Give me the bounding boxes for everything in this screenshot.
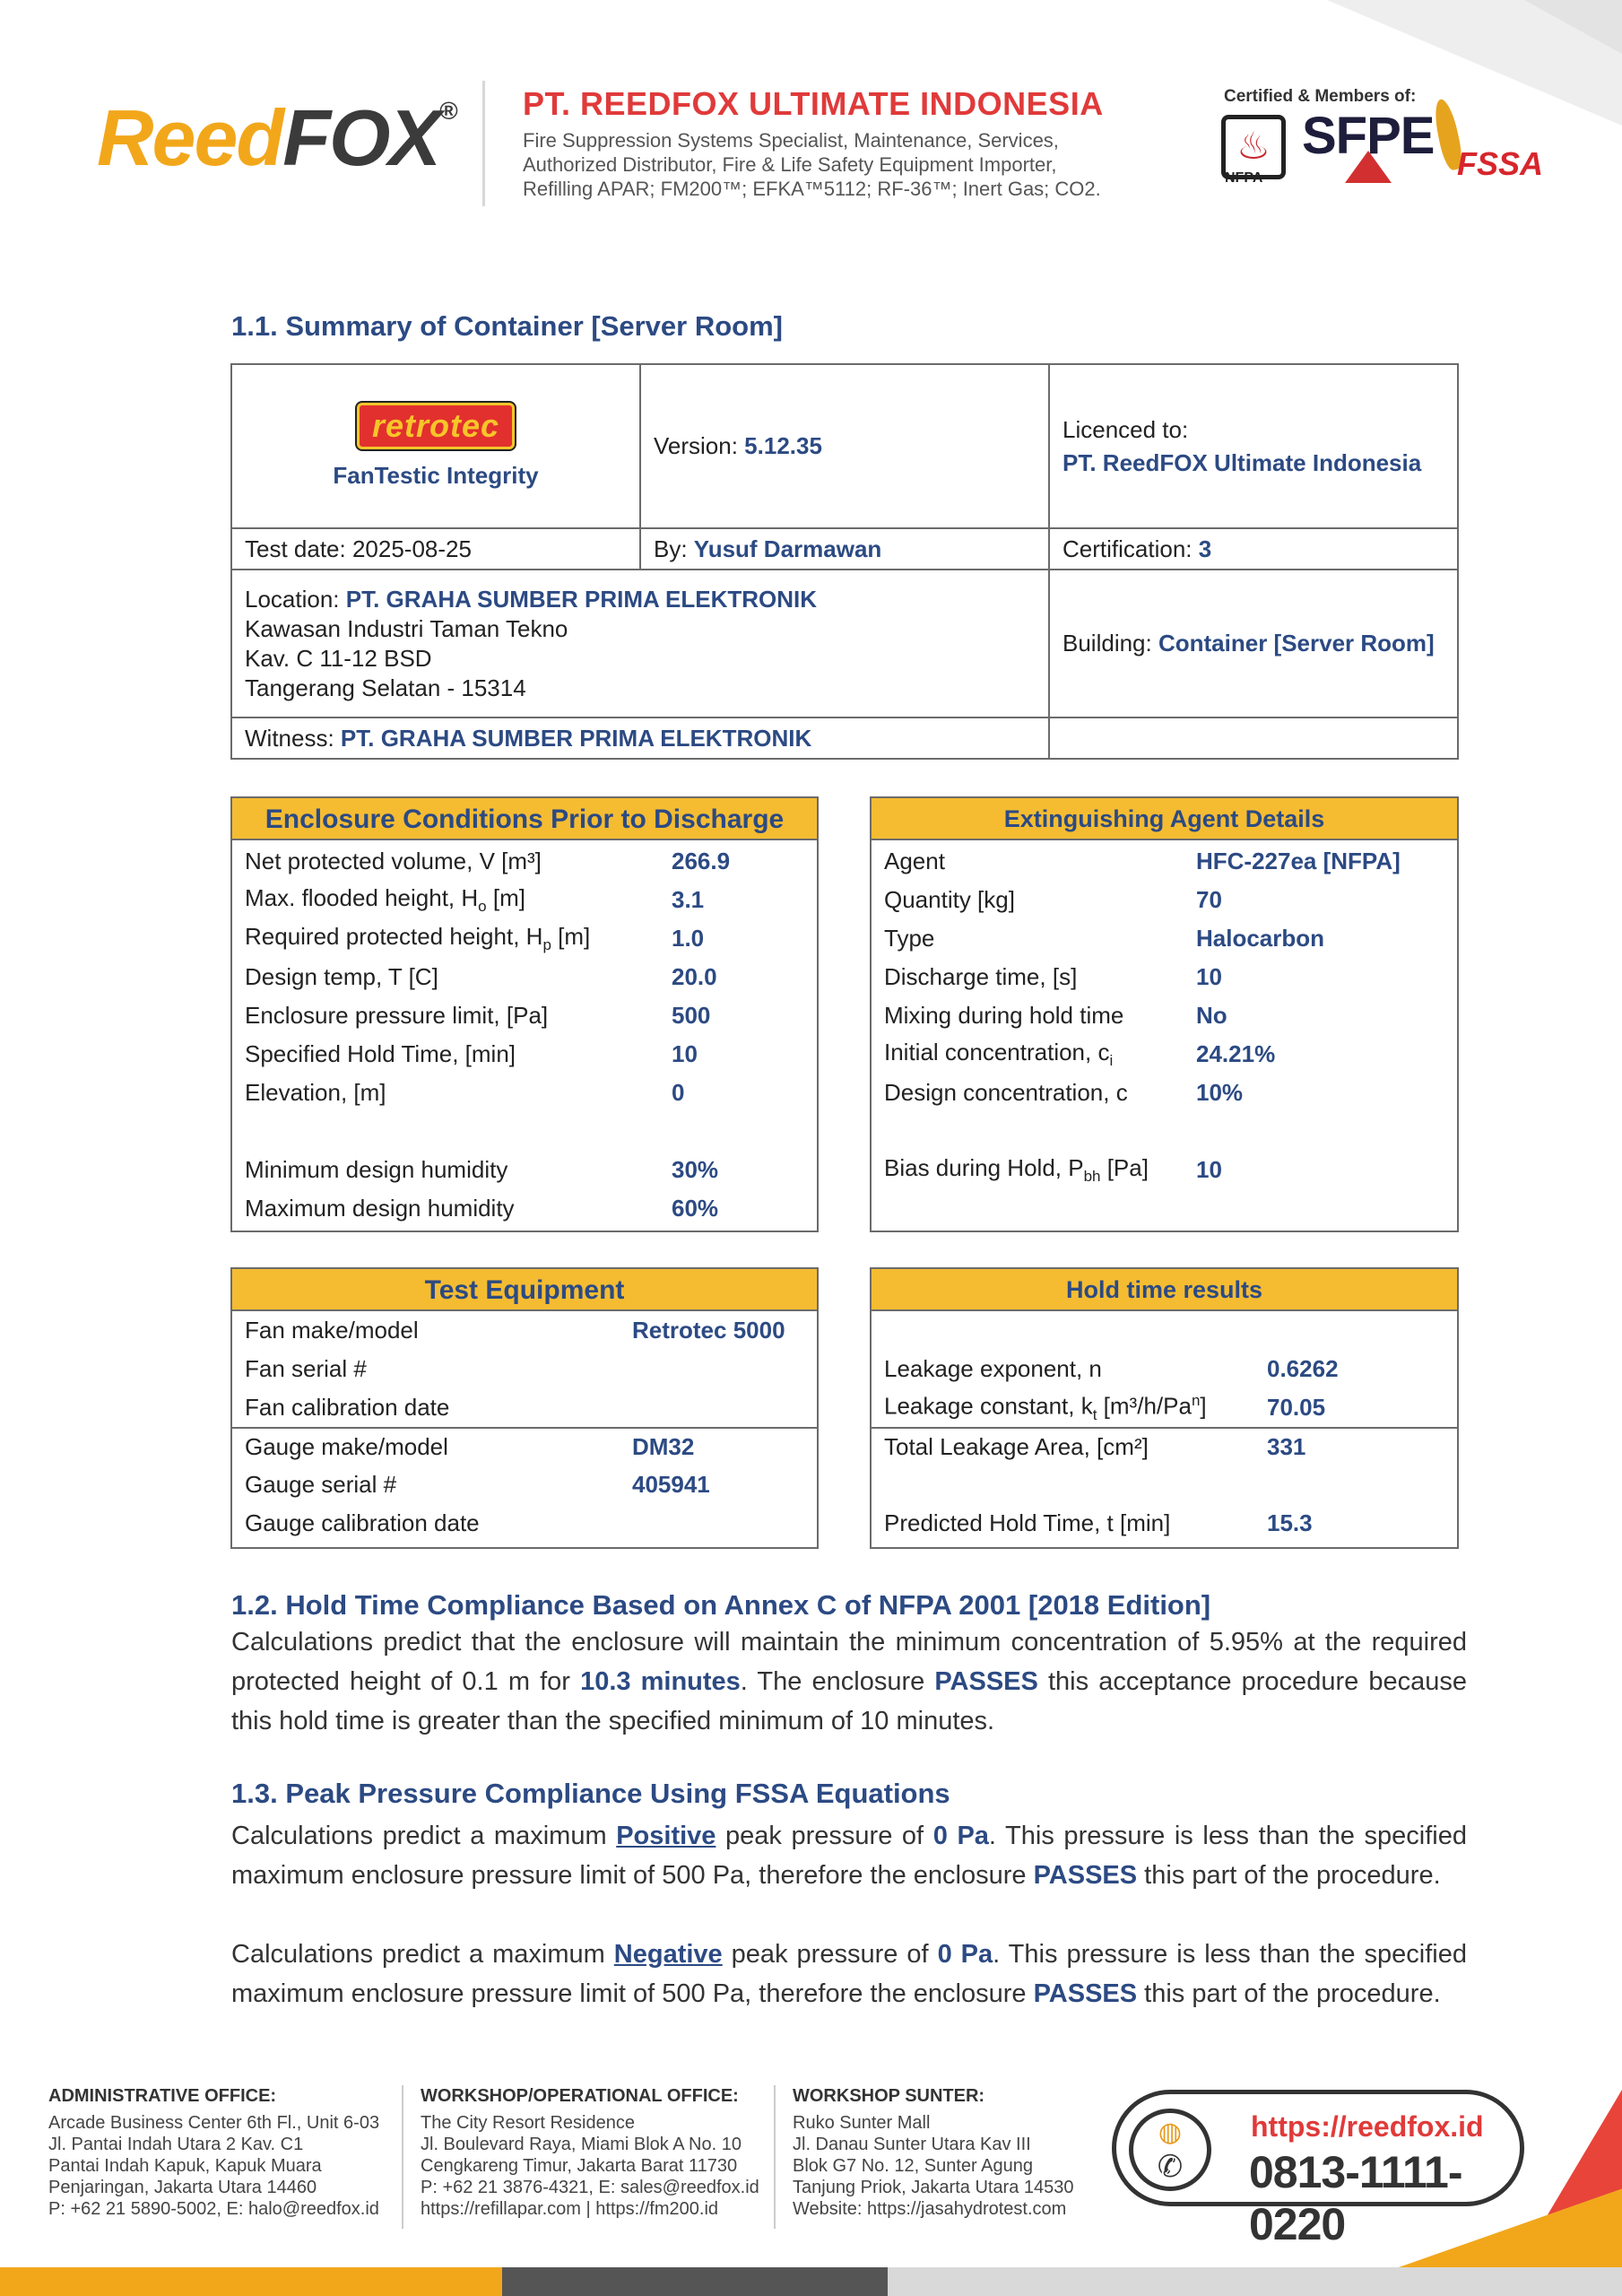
retrotec-logo: retrotec <box>357 403 515 449</box>
licenced-to-value: PT. ReedFOX Ultimate Indonesia <box>1063 448 1422 476</box>
tester-name: Yusuf Darmawan <box>693 535 882 562</box>
table-row: Fan serial # <box>245 1355 367 1382</box>
enclosure-conditions-table <box>230 796 819 1232</box>
table-row: Type Halocarbon <box>884 925 1325 952</box>
reedfox-logo: ReedFOX® <box>97 93 456 182</box>
table-row: Leakage exponent, n 0.6262 <box>884 1355 1339 1382</box>
table-row: Required protected height, $H_p$ [m] 1.0 <box>245 922 705 954</box>
table-row: Quantity [kg] 70 <box>884 886 1222 913</box>
table-row: Specified Hold Time, [min] 10 <box>245 1040 698 1067</box>
table-row: Total Leakage Area, [cm²] 331 <box>872 1427 1457 1465</box>
table-row <box>872 1311 1457 1350</box>
table-row: Fan make/model Retrotec 5000 <box>245 1317 785 1344</box>
certification-value: 3 <box>1198 535 1212 562</box>
phone-number[interactable]: 0813-1111-0220 <box>1249 2147 1462 2249</box>
footer-divider <box>774 2085 776 2229</box>
section-title-hold-time: 1.2. Hold Time Compliance Based on Annex C of NFPA 2001 [2018 Edition] <box>231 1589 1211 1621</box>
phone-globe-icon: ◍ ✆ <box>1129 2109 1211 2191</box>
agent-details-table <box>870 796 1459 1232</box>
hold-time-results-title: Hold time results <box>872 1269 1457 1311</box>
section-title-peak-pressure: 1.3. Peak Pressure Compliance Using FSSA Equations <box>231 1778 950 1809</box>
agent-details-title: Extinguishing Agent Details <box>872 798 1457 840</box>
address-line: Tangerang Selatan - 15314 <box>245 674 526 701</box>
table-row: Leakage constant, $k_t$ [m³/h/Pa$^n$] 70.05 <box>884 1391 1326 1423</box>
table-row: Design concentration, c 10% <box>884 1079 1244 1106</box>
building-value: Container [Server Room] <box>1158 630 1435 657</box>
table-row: Agent HFC-227ea [NFPA] <box>884 848 1401 874</box>
negative-pressure-paragraph: Calculations predict a maximum Negative peak pressure of 0 Pa. This pressure is less than the specified maximum enclosure pressure limit of 500 Pa, therefore the enclosure PASSES this part of the procedure. <box>231 1940 1467 2008</box>
table-row: Maximum design humidity 60% <box>245 1195 719 1222</box>
test-date-value: 2025-08-25 <box>351 535 472 562</box>
nfpa-label: NFPA <box>1225 170 1263 186</box>
building-cell: Building: Container [Server Room] <box>1049 570 1458 718</box>
sfpe-logo: SFPE <box>1302 107 1435 165</box>
location-cell: Location: PT. GRAHA SUMBER PRIMA ELEKTRONIK Kawasan Industri Taman Tekno Kav. C 11-12 BSD Tangerang Selatan - 15314 <box>231 570 1049 718</box>
product-name: FanTestic Integrity <box>333 462 539 489</box>
table-row <box>232 1112 817 1151</box>
footer-bar <box>502 2267 888 2296</box>
header-divider <box>482 81 485 206</box>
hold-time-paragraph: Calculations predict that the enclosure will maintain the minimum concentration of 5.95% at the required protected height of 0.1 m for 10.3 minutes. The enclosure PASSES this acceptance procedure because this hold time is greater than the specified minimum of 10 minutes. <box>231 1628 1467 1735</box>
table-row <box>872 1465 1457 1504</box>
certification-title: Certified & Members of: <box>1224 87 1417 106</box>
table-row: Enclosure pressure limit, [Pa] 500 <box>245 1002 711 1029</box>
company-name: PT. REEDFOX ULTIMATE INDONESIA <box>523 85 1104 122</box>
section-title-summary: 1.1. Summary of Container [Server Room] <box>231 310 783 342</box>
table-row: Predicted Hold Time, t [min] 15.3 <box>884 1509 1313 1536</box>
table-row: Bias during Hold, $P_{bh}$ [Pa] 10 <box>884 1153 1222 1186</box>
table-row: Net protected volume, V [m³] 266.9 <box>245 848 731 874</box>
table-row: Elevation, [m] 0 <box>245 1079 685 1106</box>
location-value: PT. GRAHA SUMBER PRIMA ELEKTRONIK <box>345 585 818 613</box>
positive-pressure-paragraph: Calculations predict a maximum Positive peak pressure of 0 Pa. This pressure is less than the specified maximum enclosure pressure limit of 500 Pa, therefore the enclosure PASSES this part of the procedure. <box>231 1822 1467 1890</box>
empty-cell <box>1049 718 1458 759</box>
contact-badge <box>1112 2090 1524 2249</box>
table-row: Discharge time, [s] 10 <box>884 963 1222 990</box>
sfpe-triangle-icon <box>1345 151 1392 183</box>
company-description: Fire Suppression Systems Specialist, Maintenance, Services, Authorized Distributor, Fire & Life Safety Equipment Importer, Refilling APAR; FM200™; EFKA™5112; RF-36™; Inert Gas; CO2. <box>523 129 1101 200</box>
address-line: Kawasan Industri Taman Tekno <box>245 614 568 642</box>
footer-divider <box>402 2085 403 2229</box>
flame-icon: ♨ <box>1236 125 1271 167</box>
workshop-office: WORKSHOP/OPERATIONAL OFFICE: The City Resort Residence Jl. Boulevard Raya, Miami Blok A No. 10 Cengkareng Timur, Jakarta Barat 11730 P: +62 21 3876-4321, E: sales@reedfox.id https://refillapar.com | https://fm200.id <box>421 2086 759 2219</box>
certification-cell: Certification: 3 <box>1049 528 1458 570</box>
table-row: Gauge serial # 405941 <box>245 1471 710 1498</box>
summary-table <box>230 363 1459 760</box>
company-info <box>523 85 1104 201</box>
enclosure-conditions-title: Enclosure Conditions Prior to Discharge <box>232 798 817 840</box>
workshop-sunter: WORKSHOP SUNTER: Ruko Sunter Mall Jl. Danau Sunter Utara Kav III Blok G7 No. 12, Sunter Agung Tanjung Priok, Jakarta Utara 14530 Website: https://jasahydrotest.com <box>793 2086 1074 2219</box>
licence-cell: Licenced to: PT. ReedFOX Ultimate Indonesia <box>1049 364 1458 528</box>
table-row: Minimum design humidity 30% <box>245 1156 719 1183</box>
address-line: Kav. C 11-12 BSD <box>245 644 432 672</box>
test-date-cell: Test date: 2025-08-25 <box>231 528 640 570</box>
sunter-website-link[interactable]: Website: https://jasahydrotest.com <box>793 2199 1067 2219</box>
table-row: Gauge calibration date <box>245 1509 480 1536</box>
footer-bar <box>0 2267 502 2296</box>
table-row: Initial concentration, $c_i$ 24.21% <box>884 1038 1276 1070</box>
witness-value: PT. GRAHA SUMBER PRIMA ELEKTRONIK <box>340 724 812 752</box>
test-equipment-title: Test Equipment <box>232 1269 817 1311</box>
table-row: Design temp, T [C] 20.0 <box>245 963 717 990</box>
hold-time-results-table <box>870 1267 1459 1549</box>
footer-bar <box>888 2267 1622 2296</box>
table-row <box>872 1112 1457 1151</box>
witness-cell: Witness: PT. GRAHA SUMBER PRIMA ELEKTRONIK <box>231 718 1049 759</box>
by-cell: By: Yusuf Darmawan <box>640 528 1049 570</box>
admin-office: ADMINISTRATIVE OFFICE: Arcade Business Center 6th Fl., Unit 6-03 Jl. Pantai Indah Utara 2 Kav. C1 Pantai Indah Kapuk, Kapuk Muara Penjaringan, Jakarta Utara 14460 P: +62 21 5890-5002, E: halo@reedfox.id <box>48 2086 380 2219</box>
test-equipment-table <box>230 1267 819 1549</box>
fssa-logo: FSSA <box>1457 145 1544 182</box>
table-row: Max. flooded height, $H_o$ [m] 3.1 <box>245 883 705 916</box>
table-row: Fan calibration date <box>245 1394 450 1421</box>
corner-decoration <box>1524 0 1622 54</box>
version-value: 5.12.35 <box>744 432 822 459</box>
table-row: Mixing during hold time No <box>884 1002 1227 1029</box>
table-row: Gauge make/model DM32 <box>232 1427 817 1465</box>
workshop-links[interactable]: https://refillapar.com | https://fm200.id <box>421 2199 719 2219</box>
version-cell: Version: 5.12.35 <box>640 364 1049 528</box>
website-link[interactable]: https://reedfox.id <box>1251 2110 1484 2143</box>
retrotec-cell <box>231 364 640 528</box>
